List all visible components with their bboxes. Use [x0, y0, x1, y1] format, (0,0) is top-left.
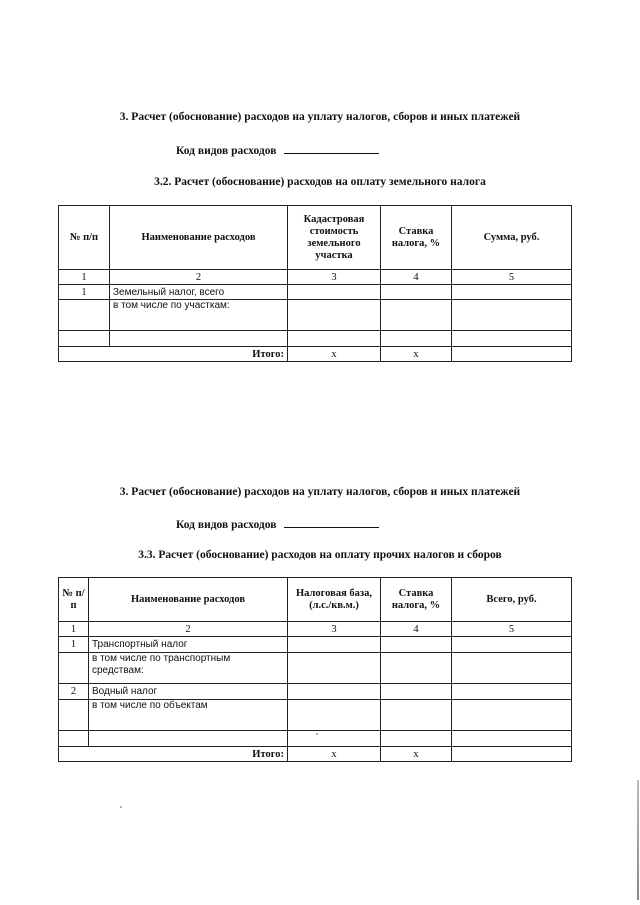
table-row [59, 653, 572, 684]
row-name: в том числе по транспортным средствам: [89, 653, 288, 684]
total-cell[interactable] [452, 731, 572, 747]
cadastral-value-cell[interactable] [288, 285, 381, 300]
scan-edge-shadow [637, 780, 639, 900]
sum-cell[interactable] [452, 300, 572, 331]
row-name[interactable] [110, 331, 288, 347]
total-tax-base: x [288, 747, 381, 762]
column-number: 1 [59, 270, 110, 285]
cadastral-value-cell[interactable] [288, 300, 381, 331]
section1-heading: 3. Расчет (обоснование) расходов на уплату налогов, сборов и иных платежей [119, 111, 521, 123]
total-row [59, 347, 572, 362]
column-number: 5 [452, 270, 572, 285]
rate-cell[interactable] [381, 653, 452, 684]
table-row [59, 637, 572, 653]
table-row [59, 331, 572, 347]
column-number-row [59, 270, 572, 285]
row-number [59, 300, 110, 331]
tax-base-cell[interactable] [288, 700, 381, 731]
col-header-name: Наименование расходов [89, 578, 288, 622]
rate-cell[interactable] [381, 731, 452, 747]
rate-cell[interactable] [381, 700, 452, 731]
total-cadastral-value: x [288, 347, 381, 362]
row-number [59, 700, 89, 731]
column-number: 4 [381, 622, 452, 637]
table-row [59, 300, 572, 331]
section2-code-line [176, 517, 379, 531]
col-header-tax-base: Налоговая база, (л.с./кв.м.) [288, 578, 381, 622]
total-rate: x [381, 347, 452, 362]
section1-code-line [176, 143, 379, 157]
col-header-number: № п/п [59, 206, 110, 270]
other-taxes-table [58, 577, 572, 762]
section1-code-label: Код видов расходов [176, 145, 277, 157]
table-header-row [59, 578, 572, 622]
section2-code-field[interactable] [284, 517, 379, 528]
total-cell[interactable] [452, 653, 572, 684]
column-number-row [59, 622, 572, 637]
total-cell[interactable] [452, 637, 572, 653]
row-name: в том числе по объектам [89, 700, 288, 731]
rate-cell[interactable] [381, 637, 452, 653]
tax-base-cell[interactable] [288, 653, 381, 684]
row-name[interactable] [89, 731, 288, 747]
row-number: 1 [59, 637, 89, 653]
row-number [59, 331, 110, 347]
table-header-row [59, 206, 572, 270]
land-tax-table [58, 205, 572, 362]
total-rate: x [381, 747, 452, 762]
col-header-sum: Сумма, руб. [452, 206, 572, 270]
col-header-cadastral-value: Кадастровая стоимость земельного участка [288, 206, 381, 270]
col-header-rate: Ставка налога, % [381, 206, 452, 270]
sum-cell[interactable] [452, 285, 572, 300]
row-number: 1 [59, 285, 110, 300]
rate-cell[interactable] [381, 331, 452, 347]
rate-cell[interactable] [381, 684, 452, 700]
rate-cell[interactable] [381, 285, 452, 300]
row-number [59, 653, 89, 684]
row-number [59, 731, 89, 747]
row-number: 2 [59, 684, 89, 700]
table-row [59, 684, 572, 700]
col-header-name: Наименование расходов [110, 206, 288, 270]
section1-code-field[interactable] [284, 143, 379, 154]
row-name: Земельный налог, всего [110, 285, 288, 300]
total-label: Итого: [59, 347, 288, 362]
total-row [59, 747, 572, 762]
column-number: 4 [381, 270, 452, 285]
total-sum[interactable] [452, 347, 572, 362]
column-number: 3 [288, 622, 381, 637]
table-row [59, 700, 572, 731]
scan-speck [120, 806, 122, 808]
column-number: 2 [89, 622, 288, 637]
scan-speck [316, 733, 318, 735]
column-number: 3 [288, 270, 381, 285]
row-name: Водный налог [89, 684, 288, 700]
col-header-rate: Ставка налога, % [381, 578, 452, 622]
row-name: в том числе по участкам: [110, 300, 288, 331]
total-cell[interactable] [452, 684, 572, 700]
rate-cell[interactable] [381, 300, 452, 331]
section2-code-label: Код видов расходов [176, 519, 277, 531]
total-label: Итого: [59, 747, 288, 762]
table-row [59, 731, 572, 747]
section1-subheading: 3.2. Расчет (обоснование) расходов на оплату земельного налога [154, 176, 486, 188]
tax-base-cell[interactable] [288, 684, 381, 700]
col-header-number: № п/п [59, 578, 89, 622]
section2-subheading: 3.3. Расчет (обоснование) расходов на оплату прочих налогов и сборов [138, 549, 502, 561]
table-row [59, 285, 572, 300]
cadastral-value-cell[interactable] [288, 331, 381, 347]
column-number: 2 [110, 270, 288, 285]
sum-cell[interactable] [452, 331, 572, 347]
column-number: 1 [59, 622, 89, 637]
tax-base-cell[interactable] [288, 637, 381, 653]
row-name: Транспортный налог [89, 637, 288, 653]
total-cell[interactable] [452, 700, 572, 731]
col-header-total: Всего, руб. [452, 578, 572, 622]
total-sum[interactable] [452, 747, 572, 762]
column-number: 5 [452, 622, 572, 637]
section2-heading: 3. Расчет (обоснование) расходов на уплату налогов, сборов и иных платежей [119, 486, 521, 498]
tax-base-cell[interactable] [288, 731, 381, 747]
